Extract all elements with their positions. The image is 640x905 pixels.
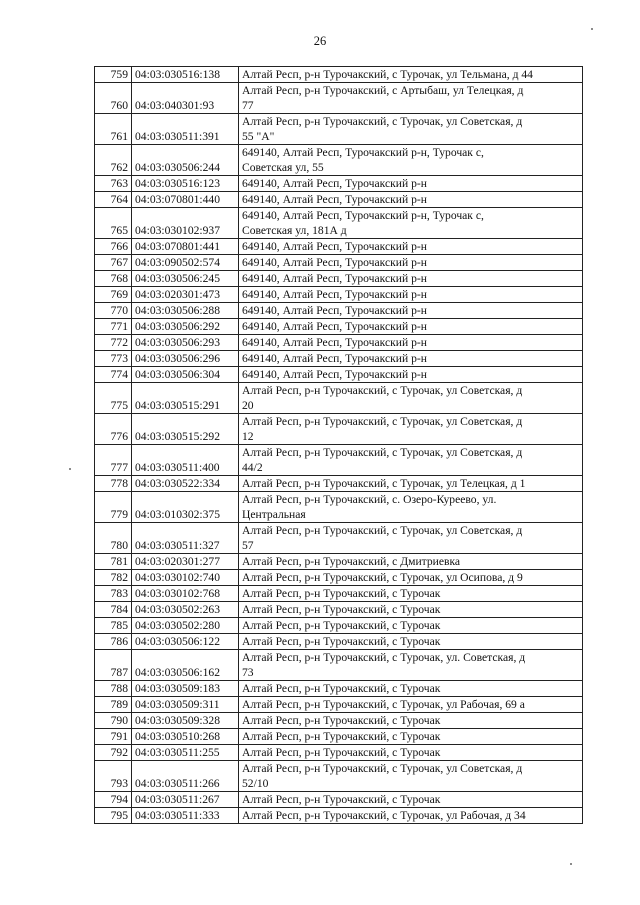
row-number-cell: 770 <box>95 303 132 319</box>
address-cell: Алтай Респ, р-н Турочакский, с Турочак <box>239 792 583 808</box>
address-cell: 649140, Алтай Респ, Турочакский р-н <box>239 255 583 271</box>
table-row <box>95 208 583 239</box>
row-number-cell: 785 <box>95 618 132 634</box>
cadastral-number-cell: 04:03:010302:375 <box>132 492 239 523</box>
address-cell: Алтай Респ, р-н Турочакский, с Турочак <box>239 586 583 602</box>
table-row <box>95 335 583 351</box>
cadastral-number-cell: 04:03:030515:292 <box>132 414 239 445</box>
address-cell: Алтай Респ, р-н Турочакский, с Турочак, ул Советская, д 52/10 <box>239 761 583 792</box>
row-number-cell: 789 <box>95 697 132 713</box>
cadastral-number-cell: 04:03:030506:296 <box>132 351 239 367</box>
table-row <box>95 761 583 792</box>
row-number-cell: 760 <box>95 83 132 114</box>
table-row <box>95 476 583 492</box>
table-row <box>95 650 583 681</box>
address-cell: 649140, Алтай Респ, Турочакский р-н <box>239 192 583 208</box>
registry-body <box>95 67 583 824</box>
table-row <box>95 602 583 618</box>
address-cell: Алтай Респ, р-н Турочакский, с Турочак, ул Телецкая, д 1 <box>239 476 583 492</box>
row-number-cell: 793 <box>95 761 132 792</box>
cadastral-number-cell: 04:03:030502:280 <box>132 618 239 634</box>
address-cell: Алтай Респ, р-н Турочакский, с Турочак, ул Рабочая, д 34 <box>239 808 583 824</box>
address-cell: Алтай Респ, р-н Турочакский, с Турочак, ул Советская, д 44/2 <box>239 445 583 476</box>
row-number-cell: 788 <box>95 681 132 697</box>
row-number-cell: 776 <box>95 414 132 445</box>
address-cell: Алтай Респ, р-н Турочакский, с Турочак, ул Осипова, д 9 <box>239 570 583 586</box>
table-row <box>95 492 583 523</box>
address-cell: Алтай Респ, р-н Турочакский, с Турочак <box>239 634 583 650</box>
row-number-cell: 779 <box>95 492 132 523</box>
table-row <box>95 713 583 729</box>
cadastral-number-cell: 04:03:090502:574 <box>132 255 239 271</box>
cadastral-number-cell: 04:03:030509:328 <box>132 713 239 729</box>
address-cell: Алтай Респ, р-н Турочакский, с Турочак, ул Тельмана, д 44 <box>239 67 583 83</box>
row-number-cell: 759 <box>95 67 132 83</box>
cadastral-number-cell: 04:03:030522:334 <box>132 476 239 492</box>
address-cell: Алтай Респ, р-н Турочакский, с Турочак <box>239 681 583 697</box>
address-cell: Алтай Респ, р-н Турочакский, с Турочак <box>239 729 583 745</box>
address-cell: Алтай Респ, р-н Турочакский, с Турочак, ул Советская, д 57 <box>239 523 583 554</box>
scan-speck <box>591 28 593 30</box>
address-cell: Алтай Респ, р-н Турочакский, с Турочак, ул Советская, д 55 "А" <box>239 114 583 145</box>
cadastral-number-cell: 04:03:030102:937 <box>132 208 239 239</box>
address-cell: Алтай Респ, р-н Турочакский, с Артыбаш, ул Телецкая, д 77 <box>239 83 583 114</box>
address-cell: 649140, Алтай Респ, Турочакский р-н <box>239 351 583 367</box>
address-cell: 649140, Алтай Респ, Турочакский р-н <box>239 367 583 383</box>
table-row <box>95 67 583 83</box>
cadastral-number-cell: 04:03:030506:304 <box>132 367 239 383</box>
row-number-cell: 761 <box>95 114 132 145</box>
table-row <box>95 367 583 383</box>
row-number-cell: 762 <box>95 145 132 176</box>
table-row <box>95 523 583 554</box>
cadastral-number-cell: 04:03:070801:441 <box>132 239 239 255</box>
table-row <box>95 255 583 271</box>
table-row <box>95 351 583 367</box>
address-cell: Алтай Респ, р-н Турочакский, с Турочак <box>239 618 583 634</box>
cadastral-number-cell: 04:03:030506:292 <box>132 319 239 335</box>
table-row <box>95 192 583 208</box>
table-row <box>95 570 583 586</box>
row-number-cell: 794 <box>95 792 132 808</box>
row-number-cell: 783 <box>95 586 132 602</box>
address-cell: 649140, Алтай Респ, Турочакский р-н <box>239 287 583 303</box>
row-number-cell: 769 <box>95 287 132 303</box>
address-cell: 649140, Алтай Респ, Турочакский р-н <box>239 335 583 351</box>
table-row <box>95 745 583 761</box>
cadastral-number-cell: 04:03:030506:293 <box>132 335 239 351</box>
row-number-cell: 787 <box>95 650 132 681</box>
cadastral-number-cell: 04:03:030506:245 <box>132 271 239 287</box>
row-number-cell: 792 <box>95 745 132 761</box>
table-row <box>95 618 583 634</box>
scan-speck <box>69 468 71 470</box>
address-cell: Алтай Респ, р-н Турочакский, с Турочак <box>239 713 583 729</box>
cadastral-number-cell: 04:03:030511:400 <box>132 445 239 476</box>
row-number-cell: 763 <box>95 176 132 192</box>
row-number-cell: 791 <box>95 729 132 745</box>
row-number-cell: 766 <box>95 239 132 255</box>
cadastral-number-cell: 04:03:070801:440 <box>132 192 239 208</box>
table-row <box>95 145 583 176</box>
table-row <box>95 586 583 602</box>
row-number-cell: 773 <box>95 351 132 367</box>
address-cell: Алтай Респ, р-н Турочакский, с Турочак, ул Советская, д 20 <box>239 383 583 414</box>
table-row <box>95 303 583 319</box>
table-row <box>95 634 583 650</box>
row-number-cell: 764 <box>95 192 132 208</box>
address-cell: Алтай Респ, р-н Турочакский, с Турочак, ул Советская, д 12 <box>239 414 583 445</box>
address-cell: 649140, Алтай Респ, Турочакский р-н <box>239 319 583 335</box>
row-number-cell: 782 <box>95 570 132 586</box>
address-cell: 649140, Алтай Респ, Турочакский р-н <box>239 176 583 192</box>
address-cell: 649140, Алтай Респ, Турочакский р-н, Турочак с, Советская ул, 55 <box>239 145 583 176</box>
table-row <box>95 697 583 713</box>
row-number-cell: 784 <box>95 602 132 618</box>
address-cell: 649140, Алтай Респ, Турочакский р-н <box>239 303 583 319</box>
address-cell: 649140, Алтай Респ, Турочакский р-н <box>239 239 583 255</box>
cadastral-number-cell: 04:03:030506:122 <box>132 634 239 650</box>
row-number-cell: 778 <box>95 476 132 492</box>
cadastral-number-cell: 04:03:020301:277 <box>132 554 239 570</box>
table-row <box>95 83 583 114</box>
table-row <box>95 808 583 824</box>
address-cell: 649140, Алтай Респ, Турочакский р-н, Турочак с, Советская ул, 181А д <box>239 208 583 239</box>
cadastral-number-cell: 04:03:040301:93 <box>132 83 239 114</box>
address-cell: Алтай Респ, р-н Турочакский, с. Озеро-Куреево, ул. Центральная <box>239 492 583 523</box>
row-number-cell: 786 <box>95 634 132 650</box>
table-row <box>95 792 583 808</box>
table-row <box>95 176 583 192</box>
cadastral-number-cell: 04:03:030506:244 <box>132 145 239 176</box>
table-row <box>95 414 583 445</box>
address-cell: Алтай Респ, р-н Турочакский, с Турочак, ул Рабочая, 69 а <box>239 697 583 713</box>
row-number-cell: 767 <box>95 255 132 271</box>
row-number-cell: 774 <box>95 367 132 383</box>
row-number-cell: 772 <box>95 335 132 351</box>
cadastral-number-cell: 04:03:030510:268 <box>132 729 239 745</box>
cadastral-number-cell: 04:03:030516:138 <box>132 67 239 83</box>
cadastral-number-cell: 04:03:030509:311 <box>132 697 239 713</box>
row-number-cell: 771 <box>95 319 132 335</box>
cadastral-number-cell: 04:03:030511:333 <box>132 808 239 824</box>
row-number-cell: 780 <box>95 523 132 554</box>
cadastral-number-cell: 04:03:030511:267 <box>132 792 239 808</box>
address-cell: Алтай Респ, р-н Турочакский, с Турочак, ул. Советская, д 73 <box>239 650 583 681</box>
scan-speck <box>570 863 572 865</box>
table-row <box>95 239 583 255</box>
address-cell: 649140, Алтай Респ, Турочакский р-н <box>239 271 583 287</box>
property-registry-table <box>94 66 583 824</box>
row-number-cell: 781 <box>95 554 132 570</box>
cadastral-number-cell: 04:03:030511:391 <box>132 114 239 145</box>
cadastral-number-cell: 04:03:030515:291 <box>132 383 239 414</box>
page-number: 26 <box>313 34 327 48</box>
table-row <box>95 729 583 745</box>
table-row <box>95 114 583 145</box>
row-number-cell: 775 <box>95 383 132 414</box>
table-row <box>95 319 583 335</box>
cadastral-number-cell: 04:03:030516:123 <box>132 176 239 192</box>
cadastral-number-cell: 04:03:030102:740 <box>132 570 239 586</box>
table-row <box>95 681 583 697</box>
cadastral-number-cell: 04:03:030506:288 <box>132 303 239 319</box>
address-cell: Алтай Респ, р-н Турочакский, с Турочак <box>239 745 583 761</box>
cadastral-number-cell: 04:03:030511:266 <box>132 761 239 792</box>
table-row <box>95 445 583 476</box>
table-row <box>95 554 583 570</box>
row-number-cell: 765 <box>95 208 132 239</box>
address-cell: Алтай Респ, р-н Турочакский, с Турочак <box>239 602 583 618</box>
cadastral-number-cell: 04:03:020301:473 <box>132 287 239 303</box>
cadastral-number-cell: 04:03:030511:327 <box>132 523 239 554</box>
cadastral-number-cell: 04:03:030506:162 <box>132 650 239 681</box>
table-row <box>95 271 583 287</box>
row-number-cell: 790 <box>95 713 132 729</box>
row-number-cell: 777 <box>95 445 132 476</box>
table-row <box>95 383 583 414</box>
cadastral-number-cell: 04:03:030502:263 <box>132 602 239 618</box>
table-row <box>95 287 583 303</box>
cadastral-number-cell: 04:03:030511:255 <box>132 745 239 761</box>
address-cell: Алтай Респ, р-н Турочакский, с Дмитриевка <box>239 554 583 570</box>
row-number-cell: 768 <box>95 271 132 287</box>
cadastral-number-cell: 04:03:030102:768 <box>132 586 239 602</box>
row-number-cell: 795 <box>95 808 132 824</box>
cadastral-number-cell: 04:03:030509:183 <box>132 681 239 697</box>
